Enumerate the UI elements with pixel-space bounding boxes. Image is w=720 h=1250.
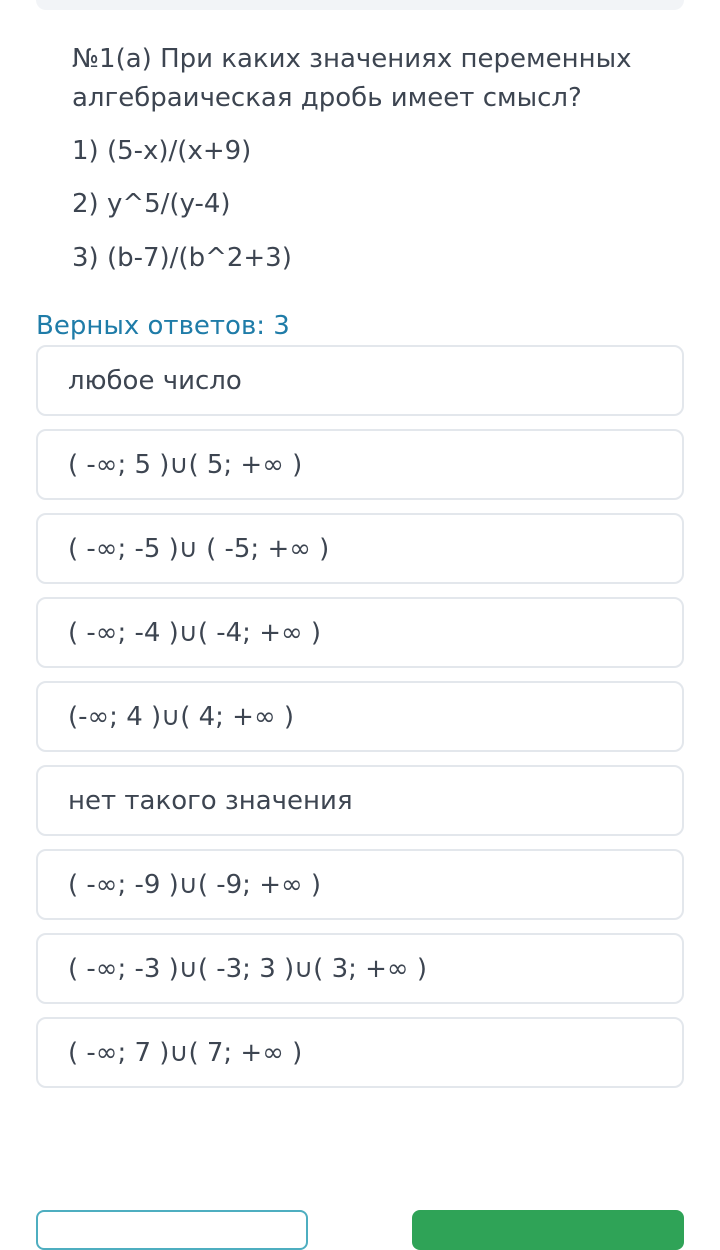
answer-options-list: [36, 345, 684, 1101]
next-button[interactable]: [412, 1210, 684, 1250]
question-block: [72, 40, 672, 273]
previous-card-edge: [36, 0, 684, 10]
question-item-2: 2) y^5/(y-4): [72, 189, 231, 219]
answer-option[interactable]: ( -∞; 7 )∪( 7; +∞ ): [36, 1017, 684, 1088]
question-title: №1(а) При каких значениях переменных алгебраическая дробь имеет смысл?: [72, 44, 632, 113]
answer-option[interactable]: ( -∞; -5 )∪ ( -5; +∞ ): [36, 513, 684, 584]
question-item-3: 3) (b-7)/(b^2+3): [72, 243, 292, 273]
answer-option[interactable]: ( -∞; -3 )∪( -3; 3 )∪( 3; +∞ ): [36, 933, 684, 1004]
correct-answers-count: Верных ответов: 3: [36, 311, 290, 341]
answer-option[interactable]: ( -∞; 5 )∪( 5; +∞ ): [36, 429, 684, 500]
answer-option[interactable]: ( -∞; -4 )∪( -4; +∞ ): [36, 597, 684, 668]
question-item-1: 1) (5-x)/(x+9): [72, 136, 252, 166]
answer-option[interactable]: любое число: [36, 345, 684, 416]
answer-option[interactable]: нет такого значения: [36, 765, 684, 836]
answer-option[interactable]: (-∞; 4 )∪( 4; +∞ ): [36, 681, 684, 752]
answer-option[interactable]: ( -∞; -9 )∪( -9; +∞ ): [36, 849, 684, 920]
back-button[interactable]: [36, 1210, 308, 1250]
